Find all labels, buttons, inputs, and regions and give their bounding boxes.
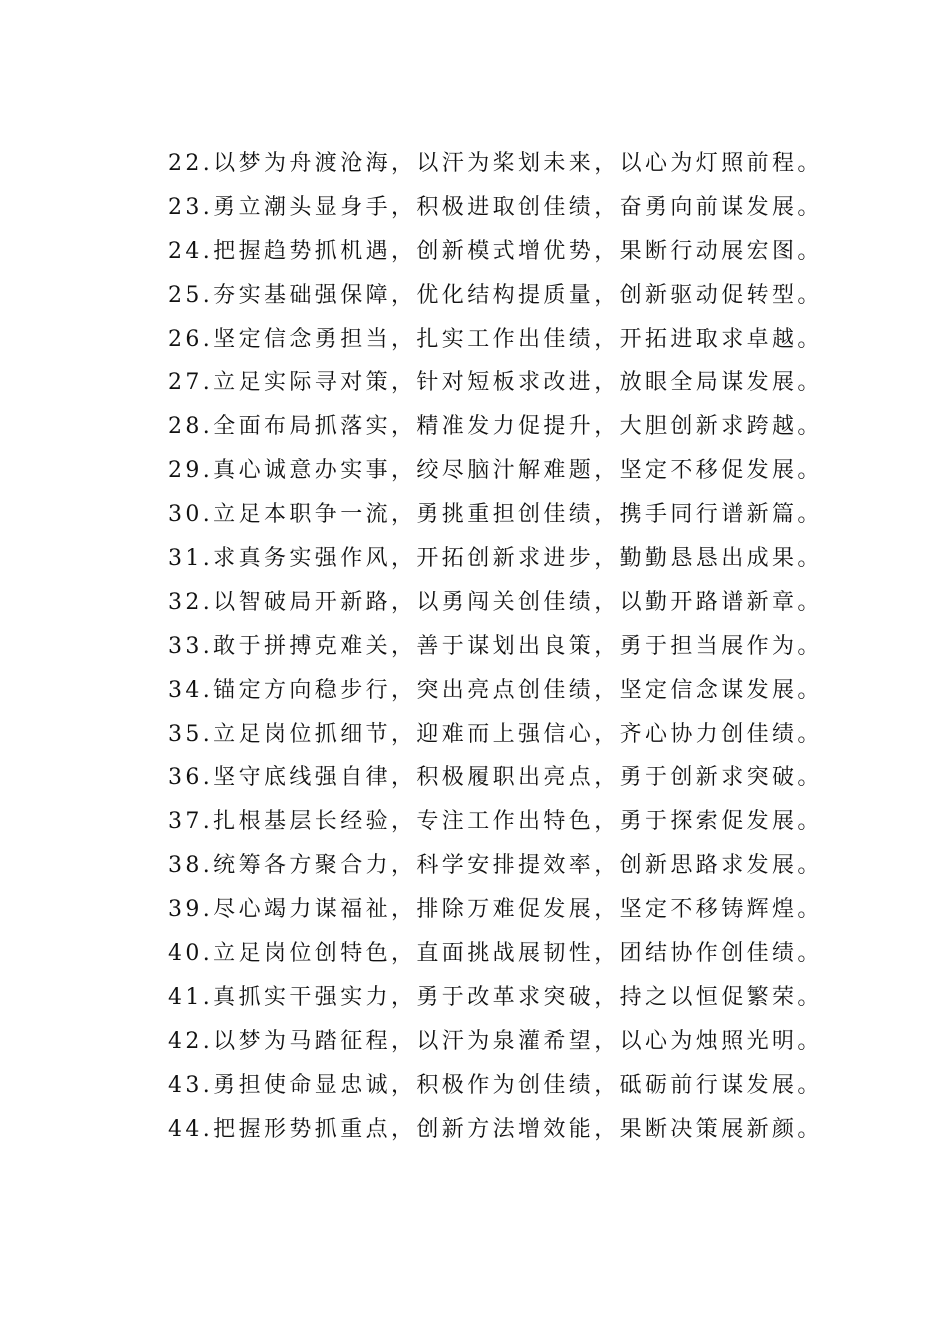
slogan-line-31: 31.求真务实强作风，开拓创新求进步，勤勤恳恳出成果。 bbox=[168, 546, 823, 572]
slogan-line-37: 37.扎根基层长经验，专注工作出特色，勇于探索促发展。 bbox=[168, 809, 823, 835]
slogan-line-35: 35.立足岗位抓细节，迎难而上强信心，齐心协力创佳绩。 bbox=[168, 721, 823, 747]
slogan-line-24: 24.把握趋势抓机遇，创新模式增优势，果断行动展宏图。 bbox=[168, 238, 823, 264]
slogan-line-40: 40.立足岗位创特色，直面挑战展韧性，团结协作创佳绩。 bbox=[168, 941, 823, 967]
slogan-line-23: 23.勇立潮头显身手，积极进取创佳绩，奋勇向前谋发展。 bbox=[168, 194, 823, 220]
slogan-line-39: 39.尽心竭力谋福祉，排除万难促发展，坚定不移铸辉煌。 bbox=[168, 897, 823, 923]
slogan-line-29: 29.真心诚意办实事，绞尽脑汁解难题，坚定不移促发展。 bbox=[168, 458, 823, 484]
slogan-line-43: 43.勇担使命显忠诚，积极作为创佳绩，砥砺前行谋发展。 bbox=[168, 1072, 823, 1098]
slogan-line-42: 42.以梦为马踏征程，以汗为泉灌希望，以心为烛照光明。 bbox=[168, 1028, 823, 1054]
slogan-line-38: 38.统筹各方聚合力，科学安排提效率，创新思路求发展。 bbox=[168, 853, 823, 879]
slogan-line-32: 32.以智破局开新路，以勇闯关创佳绩，以勤开路谱新章。 bbox=[168, 589, 823, 615]
slogan-line-44: 44.把握形势抓重点，创新方法增效能，果断决策展新颜。 bbox=[168, 1116, 823, 1142]
slogan-list bbox=[168, 142, 828, 1151]
slogan-line-41: 41.真抓实干强实力，勇于改革求突破，持之以恒促繁荣。 bbox=[168, 984, 823, 1010]
slogan-line-33: 33.敢于拼搏克难关，善于谋划出良策，勇于担当展作为。 bbox=[168, 633, 823, 659]
slogan-line-28: 28.全面布局抓落实，精准发力促提升，大胆创新求跨越。 bbox=[168, 414, 823, 440]
slogan-line-30: 30.立足本职争一流，勇挑重担创佳绩，携手同行谱新篇。 bbox=[168, 502, 823, 528]
slogan-line-25: 25.夯实基础强保障，优化结构提质量，创新驱动促转型。 bbox=[168, 282, 823, 308]
slogan-line-34: 34.锚定方向稳步行，突出亮点创佳绩，坚定信念谋发展。 bbox=[168, 677, 823, 703]
slogan-line-26: 26.坚定信念勇担当，扎实工作出佳绩，开拓进取求卓越。 bbox=[168, 326, 823, 352]
slogan-line-36: 36.坚守底线强自律，积极履职出亮点，勇于创新求突破。 bbox=[168, 765, 823, 791]
slogan-line-22: 22.以梦为舟渡沧海，以汗为桨划未来，以心为灯照前程。 bbox=[168, 151, 823, 176]
slogan-line-27: 27.立足实际寻对策，针对短板求改进，放眼全局谋发展。 bbox=[168, 370, 823, 396]
